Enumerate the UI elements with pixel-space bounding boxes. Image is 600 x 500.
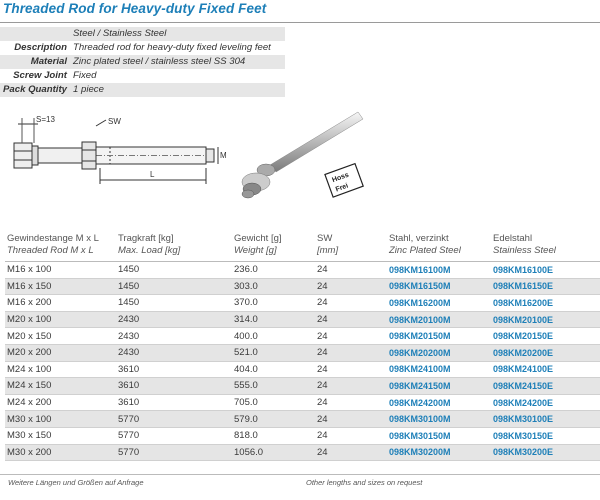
table-cell: 3610 [118, 380, 140, 392]
table-cell: 2430 [118, 347, 140, 359]
header-en: [mm] [317, 244, 339, 256]
table-cell: 579.0 [234, 413, 258, 425]
article-number-cell[interactable]: 098KM20150E [493, 331, 554, 342]
header-cell [317, 233, 389, 261]
table-cell: 705.0 [234, 397, 258, 409]
table-cell: M20 x 150 [7, 330, 52, 342]
spec-value: Fixed [73, 70, 97, 81]
article-number-cell[interactable]: 098KM24150E [493, 380, 554, 391]
article-number-cell[interactable]: 098KM20100E [493, 314, 554, 325]
stamp-text-line2: Frei [334, 182, 350, 194]
table-cell: 314.0 [234, 314, 258, 326]
header-de: Edelstahl [493, 233, 533, 244]
article-number-cell[interactable]: 098KM20100M [389, 314, 451, 325]
article-number-cell[interactable]: 098KM30200M [389, 447, 451, 458]
article-number-cell[interactable]: 098KM24200M [389, 397, 451, 408]
table-cell: 24 [317, 380, 328, 392]
table-cell: 521.0 [234, 347, 258, 359]
spec-value: Threaded rod for heavy-duty fixed leveling feet [73, 42, 271, 53]
table-cell: M16 x 150 [7, 280, 52, 292]
table-cell: 24 [317, 397, 328, 409]
article-number-cell[interactable]: 098KM20150M [389, 331, 451, 342]
spec-row [0, 27, 285, 41]
table-cell: 24 [317, 363, 328, 375]
header-cell [493, 233, 597, 261]
table-row [5, 328, 600, 345]
header-en: Stainless Steel [493, 244, 556, 256]
article-number-cell[interactable]: 098KM20200E [493, 347, 554, 358]
article-number-cell[interactable]: 098KM30150M [389, 430, 451, 441]
table-cell: 24 [317, 314, 328, 326]
table-cell: 1450 [118, 264, 140, 276]
article-number-cell[interactable]: 098KM16200E [493, 297, 554, 308]
header-en: Weight [g] [234, 244, 277, 256]
spec-label: Material [30, 56, 67, 67]
table-header [5, 233, 600, 262]
header-cell [118, 233, 234, 261]
table-cell: M30 x 150 [7, 430, 52, 442]
title-divider [0, 22, 600, 23]
l-dimension-label: L [150, 170, 155, 179]
spec-row [0, 41, 285, 55]
table-cell: 2430 [118, 330, 140, 342]
table-cell: 5770 [118, 430, 140, 442]
header-en: Threaded Rod M x L [7, 244, 94, 256]
spec-label: Description [14, 42, 67, 53]
stamp-text-line1: Hoss [331, 171, 350, 185]
table-row [5, 312, 600, 329]
table-cell: 24 [317, 264, 328, 276]
table-cell: 24 [317, 330, 328, 342]
article-number-cell[interactable]: 098KM24150M [389, 380, 451, 391]
table-cell: M30 x 100 [7, 413, 52, 425]
table-row [5, 445, 600, 462]
table-cell: 24 [317, 347, 328, 359]
table-cell: 5770 [118, 446, 140, 458]
table-cell: 1056.0 [234, 446, 264, 458]
hoss-frei-stamp [325, 164, 363, 197]
header-de: Stahl, verzinkt [389, 233, 449, 244]
table-cell: M24 x 150 [7, 380, 52, 392]
table-cell: 1450 [118, 297, 140, 309]
spec-value: 1 piece [73, 84, 104, 95]
footer-note-en: Other lengths and sizes on request [306, 478, 423, 487]
footer-note-de: Weitere Längen und Größen auf Anfrage [8, 478, 144, 487]
article-number-cell[interactable]: 098KM16150E [493, 281, 554, 292]
article-number-cell[interactable]: 098KM16200M [389, 297, 451, 308]
table-cell: 236.0 [234, 264, 258, 276]
table-cell: 3610 [118, 363, 140, 375]
table-cell: 818.0 [234, 430, 258, 442]
table-cell: M16 x 100 [7, 264, 52, 276]
table-cell: M20 x 200 [7, 347, 52, 359]
table-cell: M16 x 200 [7, 297, 52, 309]
table-cell: 24 [317, 280, 328, 292]
spec-row [0, 83, 285, 97]
table-row [5, 362, 600, 379]
table-cell: 555.0 [234, 380, 258, 392]
table-cell: 3610 [118, 397, 140, 409]
spec-label: Screw Joint [13, 70, 67, 81]
header-de: Gewicht [g] [234, 233, 282, 244]
article-number-cell[interactable]: 098KM24100M [389, 364, 451, 375]
table-cell: 370.0 [234, 297, 258, 309]
table-cell: 24 [317, 297, 328, 309]
article-number-cell[interactable]: 098KM24200E [493, 397, 554, 408]
product-photo [230, 110, 390, 210]
table-cell: 404.0 [234, 363, 258, 375]
table-body [5, 262, 600, 461]
article-number-cell[interactable]: 098KM30100M [389, 414, 451, 425]
header-cell [234, 233, 317, 261]
table-row [5, 345, 600, 362]
article-number-cell[interactable]: 098KM16150M [389, 281, 451, 292]
header-de: Gewindestange M x L [7, 233, 99, 244]
table-row [5, 262, 600, 279]
table-cell: 24 [317, 446, 328, 458]
spec-row [0, 55, 285, 69]
page-title: Threaded Rod for Heavy-duty Fixed Feet [3, 1, 267, 16]
header-en: Max. Load [kg] [118, 244, 181, 256]
table-cell: 24 [317, 430, 328, 442]
table-cell: M24 x 100 [7, 363, 52, 375]
spec-value: Zinc plated steel / stainless steel SS 304 [73, 56, 246, 67]
table-cell: 303.0 [234, 280, 258, 292]
spec-list [0, 27, 285, 97]
product-table [5, 233, 600, 461]
article-number-cell[interactable]: 098KM24100E [493, 364, 554, 375]
m-dimension-label: M [220, 151, 227, 160]
table-row [5, 295, 600, 312]
spec-label: Pack Quantity [3, 84, 67, 95]
table-cell: 400.0 [234, 330, 258, 342]
article-number-cell[interactable]: 098KM20200M [389, 347, 451, 358]
header-cell [389, 233, 493, 261]
article-number-cell[interactable]: 098KM30200E [493, 447, 554, 458]
header-de: SW [317, 233, 333, 244]
s-dimension-label: S=13 [36, 115, 55, 124]
sw-dimension-label: SW [108, 117, 121, 126]
footer-divider [0, 474, 600, 475]
header-cell [5, 233, 118, 261]
article-number-cell[interactable]: 098KM16100M [389, 264, 451, 275]
table-cell: 2430 [118, 314, 140, 326]
table-cell: 5770 [118, 413, 140, 425]
article-number-cell[interactable]: 098KM30150E [493, 430, 554, 441]
table-row [5, 395, 600, 412]
article-number-cell[interactable]: 098KM16100E [493, 264, 554, 275]
spec-value: Steel / Stainless Steel [73, 28, 167, 39]
spec-row [0, 69, 285, 83]
header-en: Zinc Plated Steel [389, 244, 461, 256]
table-cell: M24 x 200 [7, 397, 52, 409]
header-de: Tragkraft [kg] [118, 233, 174, 244]
table-row [5, 279, 600, 296]
spec-label [0, 27, 73, 41]
table-cell: 1450 [118, 280, 140, 292]
table-row [5, 378, 600, 395]
table-cell: M20 x 100 [7, 314, 52, 326]
table-row [5, 428, 600, 445]
table-row [5, 411, 600, 428]
article-number-cell[interactable]: 098KM30100E [493, 414, 554, 425]
table-cell: 24 [317, 413, 328, 425]
technical-drawing [0, 110, 230, 200]
table-cell: M30 x 200 [7, 446, 52, 458]
